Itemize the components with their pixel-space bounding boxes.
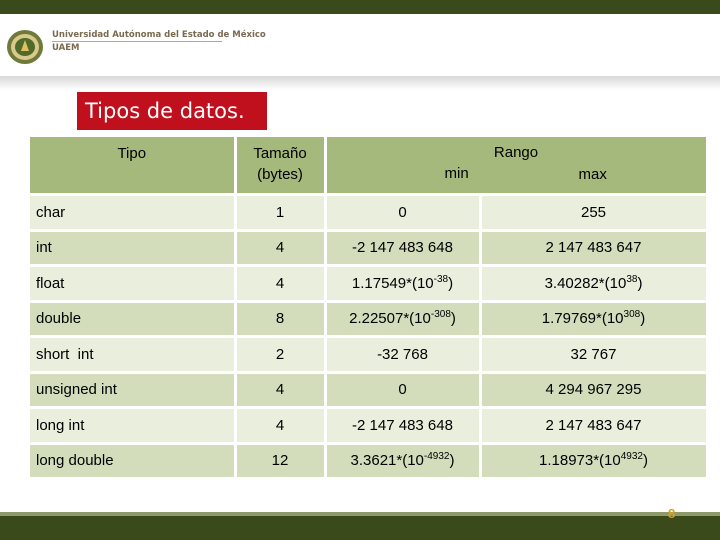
cell-type: double [30, 301, 235, 337]
table-row [30, 230, 707, 266]
cell-type: int [30, 230, 235, 266]
max-base: 1.18973*(10 [539, 452, 621, 470]
cell-type: char [30, 195, 235, 231]
uaem-seal-icon [6, 29, 44, 65]
cell-type: short int [30, 337, 235, 373]
cell-max: 255 [480, 195, 707, 231]
close-paren: ) [448, 274, 454, 292]
header-rule [52, 41, 222, 42]
header-size-line1: Tamaño [253, 145, 307, 162]
header-rango-label: Rango [493, 144, 539, 161]
slide-title: Tipos de datos. [77, 92, 267, 130]
table-row [30, 372, 707, 408]
cell-size: 4 [235, 372, 325, 408]
cell-max: 32 767 [480, 337, 707, 373]
table-row [30, 443, 707, 479]
cell-max [480, 443, 707, 479]
cell-type: float [30, 266, 235, 302]
cell-max: 2 147 483 647 [480, 230, 707, 266]
cell-size: 4 [235, 408, 325, 444]
max-base: 3.40282*(10 [544, 274, 627, 292]
header-rango [325, 137, 707, 195]
table-row [30, 337, 707, 373]
min-exponent: -308 [430, 309, 451, 321]
cell-size: 12 [235, 443, 325, 479]
max-exponent: 38 [626, 273, 638, 285]
min-base: 3.3621*(10 [350, 452, 424, 470]
header-size [235, 137, 325, 195]
table-row [30, 195, 707, 231]
cell-size: 4 [235, 266, 325, 302]
header-size-line2: (bytes) [257, 166, 303, 183]
top-band [0, 0, 720, 14]
table-header-row [30, 137, 707, 195]
min-exponent: -38 [433, 273, 449, 285]
cell-min: -2 147 483 648 [325, 408, 480, 444]
cell-size: 8 [235, 301, 325, 337]
table-row [30, 408, 707, 444]
close-paren: ) [640, 310, 646, 328]
cell-min: 0 [325, 372, 480, 408]
footer-band [0, 516, 720, 540]
cell-max [480, 301, 707, 337]
close-paren: ) [643, 452, 648, 470]
close-paren: ) [450, 310, 456, 328]
cell-size: 2 [235, 337, 325, 373]
page-number: 8 [668, 506, 676, 521]
cell-max: 4 294 967 295 [480, 372, 707, 408]
min-base: 1.17549*(10 [351, 274, 434, 292]
cell-type: long double [30, 443, 235, 479]
cell-type: long int [30, 408, 235, 444]
cell-type: unsigned int [30, 372, 235, 408]
cell-max [480, 266, 707, 302]
header-min: min [444, 165, 469, 182]
cell-min: -2 147 483 648 [325, 230, 480, 266]
data-types-table [30, 137, 709, 480]
cell-size: 4 [235, 230, 325, 266]
cell-min: 0 [325, 195, 480, 231]
max-exponent: 4932 [620, 451, 643, 463]
table-row [30, 301, 707, 337]
cell-min [325, 301, 480, 337]
close-paren: ) [449, 452, 455, 470]
cell-size: 1 [235, 195, 325, 231]
max-base: 1.79769*(10 [541, 310, 624, 328]
university-name: Universidad Autónoma del Estado de México [52, 30, 266, 40]
cell-min: -32 768 [325, 337, 480, 373]
cell-max: 2 147 483 647 [480, 408, 707, 444]
header-shadow [0, 76, 720, 90]
max-exponent: 308 [623, 309, 641, 321]
min-exponent: -4932 [423, 451, 450, 463]
min-base: 2.22507*(10 [349, 310, 431, 328]
university-abbreviation: UAEM [52, 43, 80, 53]
table-row [30, 266, 707, 302]
cell-min [325, 443, 480, 479]
header-max: max [578, 166, 607, 183]
header-tipo: Tipo [30, 137, 235, 195]
close-paren: ) [637, 274, 643, 292]
cell-min [325, 266, 480, 302]
header [0, 14, 720, 76]
